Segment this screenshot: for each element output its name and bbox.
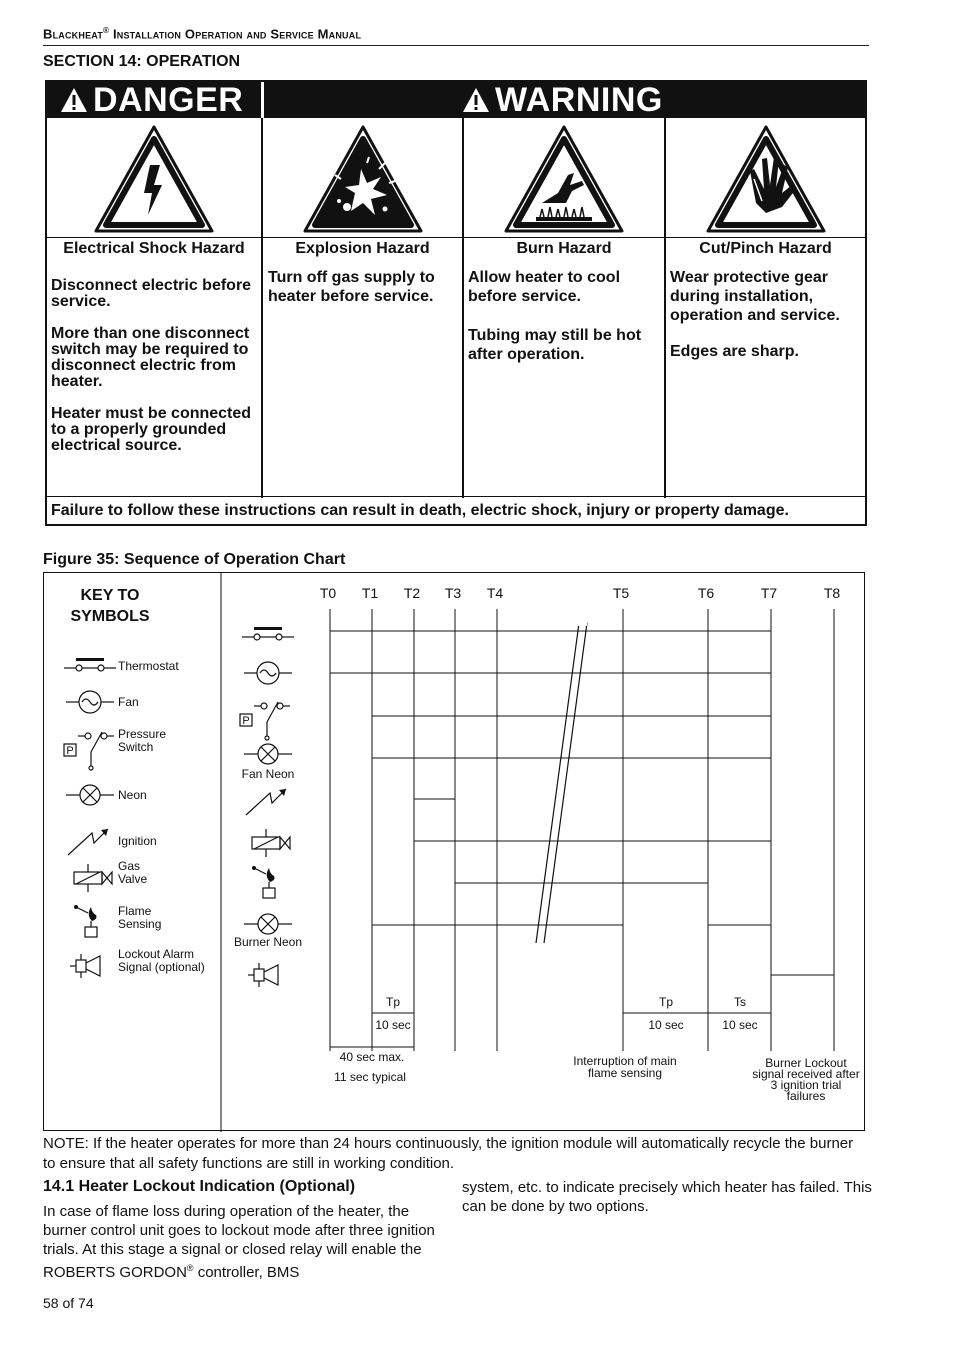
neon-icon	[244, 744, 292, 764]
key-label: Thermostat	[118, 659, 179, 673]
flame-sensing-icon	[252, 866, 275, 898]
hazard-title: Burn Hazard	[516, 240, 612, 257]
interruption-label: Interruption of main	[573, 1054, 677, 1068]
key-label: Sensing	[118, 917, 162, 931]
timing-diagram	[234, 621, 834, 987]
failure-warning-text: Failure to follow these instructions can result in death, electric shock, injury or property damage.	[51, 502, 789, 519]
sensor-box	[263, 888, 275, 898]
banner-divider	[261, 82, 264, 118]
valve-line	[254, 837, 278, 849]
burner-neon-label: Burner Neon	[233, 935, 303, 949]
operation-note: NOTE: If the heater operates for more than 24 hours continuously, the ignition module will automatically recycle the burner to ensure that all safety functions are still in working condition.	[43, 1135, 854, 1172]
hazard-banner-row	[47, 82, 865, 118]
registered-mark: ®	[186, 1263, 194, 1273]
section-title: SECTION 14: OPERATION	[43, 53, 241, 70]
valve-bowtie	[280, 837, 290, 849]
alarm-horn	[264, 965, 278, 985]
contact	[265, 736, 269, 740]
time-marker-label: T2	[403, 585, 421, 601]
contact	[76, 665, 82, 671]
contact	[85, 733, 91, 739]
header-subtitle: Installation Operation and Service Manual	[109, 26, 362, 42]
alert-triangle-icon	[59, 86, 89, 114]
warning-label: WARNING	[495, 81, 663, 119]
key-symbols	[64, 658, 205, 978]
lockout-label: 3 ignition trial	[770, 1078, 842, 1092]
gas-valve-icon	[74, 864, 112, 892]
danger-label: DANGER	[93, 81, 244, 119]
hazard-icon-cell	[464, 120, 664, 238]
sensor-rod	[254, 868, 266, 874]
typical-time-label: 11 sec typical	[334, 1070, 406, 1084]
figure-title: Figure 35: Sequence of Operation Chart	[43, 551, 346, 568]
running-header	[43, 26, 361, 41]
time-break-line	[544, 623, 587, 943]
sequence-chart	[43, 572, 865, 1131]
ignition-spark	[68, 829, 108, 855]
electric-shock-icon	[92, 123, 216, 235]
hazard-paragraph: Disconnect electric before service.	[51, 277, 252, 310]
thermostat-icon	[242, 627, 294, 640]
neon-icon	[244, 914, 292, 934]
lockout-alarm-icon	[248, 963, 278, 987]
key-label: Lockout Alarm	[118, 947, 195, 961]
sensor-box	[85, 927, 97, 937]
fan-icon	[66, 691, 114, 713]
fan-neon-label: Fan Neon	[241, 767, 295, 781]
contact	[261, 703, 267, 709]
hazard-paragraph: Wear protective gear during installation, operation and service.	[670, 269, 840, 324]
key-label: Switch	[118, 740, 154, 754]
max-time-label: 40 sec max.	[339, 1050, 405, 1064]
lockout-label: Burner Lockout	[765, 1056, 847, 1070]
alarm-box	[76, 960, 86, 972]
burn-hand-icon	[502, 123, 626, 235]
hazard-text	[670, 268, 864, 377]
time-marker-label: T3	[444, 585, 462, 601]
header-title: Blackheat	[43, 26, 104, 42]
lockout-alarm-icon	[70, 954, 100, 978]
hazard-text	[268, 268, 460, 322]
sensor-tip	[74, 905, 78, 909]
cut-hand-icon	[704, 123, 828, 235]
hazard-title: Cut/Pinch Hazard	[699, 240, 832, 257]
alarm-horn	[86, 956, 100, 976]
flame-shape	[89, 907, 97, 921]
hazard-paragraph: Turn off gas supply to heater before service.	[268, 269, 435, 305]
contact	[101, 733, 107, 739]
flame-shape	[267, 868, 275, 882]
time-marker-label: T0	[319, 585, 337, 601]
key-label: Gas	[118, 859, 141, 873]
hazard-table	[45, 80, 867, 526]
neon-icon	[66, 785, 114, 805]
key-label: Valve	[118, 872, 148, 886]
contact	[89, 766, 93, 770]
timing-annotations	[330, 995, 860, 1103]
time-break-line	[536, 623, 579, 943]
switch-arm	[267, 702, 278, 722]
hazard-icon-cell	[263, 120, 462, 238]
header-rule	[43, 45, 869, 46]
gas-valve-icon	[252, 829, 290, 857]
ignition-icon	[68, 829, 108, 855]
thermostat-bar	[254, 627, 282, 630]
valve-bowtie	[102, 872, 112, 884]
switch-arm	[91, 732, 102, 752]
body-text-right: system, etc. to indicate precisely which heater has failed. This can be done by two options.	[462, 1179, 872, 1215]
table-rule	[47, 496, 865, 497]
explosion-icon	[301, 123, 425, 235]
contact	[254, 634, 260, 640]
hazard-paragraph: Heater must be connected to a properly grounded electrical source.	[51, 405, 252, 454]
key-label: Flame	[118, 904, 152, 918]
sequence-chart-svg	[44, 573, 866, 1132]
thermostat-icon	[64, 658, 116, 671]
tp2-label: Tp	[658, 995, 674, 1009]
hazard-paragraph: More than one disconnect switch may be required to disconnect electric from heater.	[51, 325, 250, 390]
key-label: Pressure	[118, 727, 167, 741]
key-title-line2: SYMBOLS	[70, 608, 150, 625]
time-marker-label: T8	[823, 585, 841, 601]
hazard-title: Explosion Hazard	[295, 240, 430, 257]
body-text: In case of flame loss during operation of the heater, the burner control unit goes to lockout mode after three ignition trials. At this stage a signal or closed relay will enable the ROBERTS GORDON	[43, 1203, 435, 1281]
time-marker-label: T4	[486, 585, 504, 601]
time-break-gap	[537, 621, 587, 626]
hazard-paragraph: Allow heater to cool before service.	[468, 269, 621, 305]
contact	[277, 703, 283, 709]
hazard-text	[468, 268, 662, 380]
flame-sensing-icon	[74, 905, 97, 937]
ignition-spark	[246, 789, 286, 815]
key-label: Fan	[118, 695, 139, 709]
body-text-left	[43, 1202, 443, 1282]
ignition-icon	[246, 789, 286, 815]
hazard-paragraph: Edges are sharp.	[670, 343, 799, 360]
pressure-letter: P	[66, 745, 74, 757]
time-marker-label: T7	[760, 585, 778, 601]
hazard-icon-cell	[666, 120, 865, 238]
pressure-switch-icon	[240, 702, 290, 740]
fan-icon	[244, 662, 292, 684]
hazard-title: Electrical Shock Hazard	[63, 240, 245, 257]
tp2-value: 10 sec	[648, 1018, 684, 1032]
hazard-text	[51, 278, 259, 470]
sensor-rod	[76, 907, 88, 913]
fan-wave	[260, 670, 276, 676]
tp1-value: 10 sec	[375, 1018, 411, 1032]
time-marker-label: T1	[361, 585, 379, 601]
lockout-label: failures	[786, 1089, 826, 1103]
pressure-letter: P	[242, 715, 250, 727]
pressure-switch-icon	[64, 732, 114, 770]
header-trademark: ®	[103, 26, 110, 35]
ts-label: Ts	[734, 995, 746, 1009]
alert-triangle-icon	[461, 86, 491, 114]
interruption-label: flame sensing	[587, 1066, 663, 1080]
hazard-paragraph: Tubing may still be hot after operation.	[468, 327, 642, 363]
thermostat-bar	[76, 658, 104, 661]
key-label: Ignition	[118, 834, 157, 848]
danger-banner	[59, 82, 243, 118]
ts-value: 10 sec	[722, 1018, 758, 1032]
time-markers	[320, 585, 841, 1051]
contact	[98, 665, 104, 671]
page-number: 58 of 74	[43, 1295, 94, 1311]
key-label: Signal (optional)	[118, 960, 205, 974]
hazard-icon-cell	[47, 120, 261, 238]
sensor-tip	[252, 866, 256, 870]
subsection-title: 14.1 Heater Lockout Indication (Optional)	[43, 1178, 356, 1195]
fan-wave	[82, 699, 98, 705]
lockout-label: signal received after	[752, 1067, 860, 1081]
body-text: controller, BMS	[193, 1264, 300, 1281]
key-title-line1: KEY TO	[80, 587, 140, 604]
time-marker-label: T6	[697, 585, 715, 601]
time-marker-label: T5	[612, 585, 630, 601]
alarm-box	[254, 969, 264, 981]
contact	[276, 634, 282, 640]
valve-line	[76, 872, 100, 884]
tp1-label: Tp	[385, 995, 401, 1009]
warning-banner	[461, 82, 663, 118]
key-label: Neon	[118, 788, 147, 802]
